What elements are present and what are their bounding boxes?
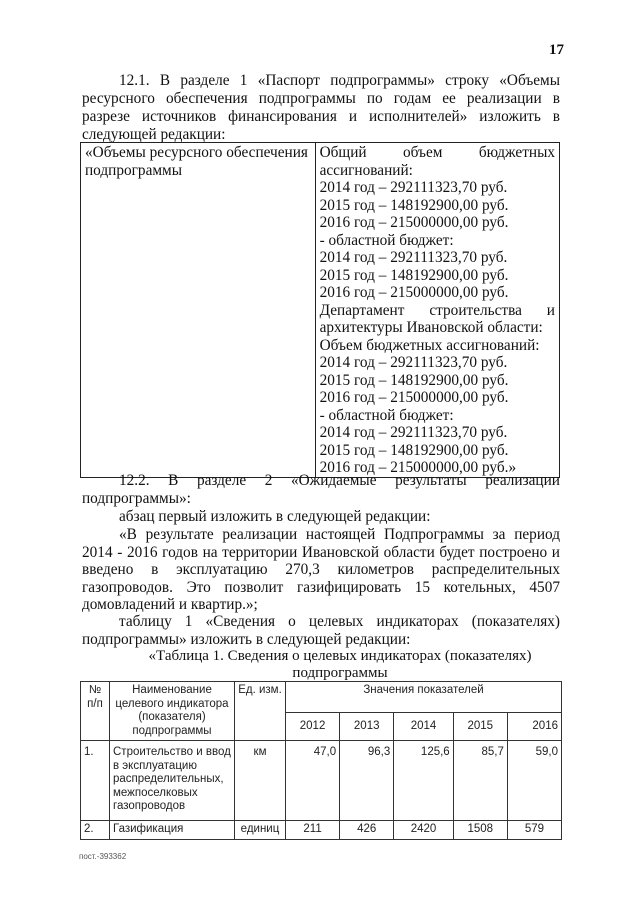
indicators-table xyxy=(80,681,562,840)
passport-line: 2015 год – 148192900,00 руб. xyxy=(319,441,509,459)
passport-line: - областной бюджет: xyxy=(319,231,454,249)
section-12-1-text: 12.1. В разделе 1 «Паспорт подпрограммы» строку «Объемы ресурсного обеспечения подпрограммы по годам ее реализации в разрезе источников финансирования и исполнителей» изложить в следующей редакции: xyxy=(82,72,560,143)
row-value: 1508 xyxy=(453,821,507,840)
passport-right-cell xyxy=(315,143,559,478)
passport-line: - областной бюджет: xyxy=(319,406,454,424)
passport-line: 2016 год – 215000000,00 руб. xyxy=(319,214,509,231)
section-12-2-text: 12.2. В разделе 2 «Ожидаемые результаты реализации подпрограммы»: xyxy=(82,472,560,507)
abzac-text: абзац первый изложить в следующей редакции: xyxy=(119,508,431,525)
row-value: 426 xyxy=(340,821,394,840)
row-value: 96,3 xyxy=(340,741,394,821)
passport-line: ассигнований: xyxy=(319,161,413,179)
row-num: 1. xyxy=(81,741,110,821)
row-value: 579 xyxy=(507,821,561,840)
row-value: 125,6 xyxy=(394,741,453,821)
row-unit: единиц xyxy=(235,821,286,840)
passport-line: 2016 год – 215000000,00 руб. xyxy=(319,389,509,406)
row-value: 85,7 xyxy=(453,741,507,821)
passport-line: Департамент строительства и xyxy=(319,301,555,319)
row-num: 2. xyxy=(81,821,110,840)
passport-line: 2016 год – 215000000,00 руб.» xyxy=(319,459,517,476)
header-values: Значения показателей xyxy=(286,682,562,713)
row-name: Газификация xyxy=(110,821,235,840)
year-header: 2013 xyxy=(340,713,394,741)
year-header: 2015 xyxy=(453,713,507,741)
passport-line: 2015 год – 148192900,00 руб. xyxy=(319,196,509,214)
table-intro-text: таблицу 1 «Сведения о целевых индикаторах (показателях) подпрограммы» изложить в следующей редакции: xyxy=(82,613,560,648)
row-value: 211 xyxy=(286,821,340,840)
passport-line: 2016 год – 215000000,00 руб. xyxy=(319,284,509,301)
passport-line: 2014 год – 292111323,70 руб. xyxy=(319,354,508,371)
year-header: 2016 xyxy=(507,713,561,741)
header-num: № п/п xyxy=(81,682,110,741)
footer-document-id: пост.-393362 xyxy=(79,852,127,861)
passport-line: 2014 год – 292111323,70 руб. xyxy=(319,179,508,196)
table-row xyxy=(81,821,562,840)
page-number: 17 xyxy=(549,42,564,58)
passport-line: Объем бюджетных ассигнований: xyxy=(319,336,540,354)
year-header: 2014 xyxy=(394,713,453,741)
row-value: 59,0 xyxy=(507,741,561,821)
year-header: 2012 xyxy=(286,713,340,741)
passport-left-cell: «Объемы ресурсного обеспечения подпрограммы xyxy=(81,143,316,478)
passport-line: Общий объем бюджетных xyxy=(319,144,555,161)
row-value: 47,0 xyxy=(286,741,340,821)
header-unit: Ед. изм. xyxy=(235,682,286,741)
table-caption: «Таблица 1. Сведения о целевых индикаторах (показателях) подпрограммы xyxy=(148,648,532,681)
passport-line: архитектуры Ивановской области: xyxy=(319,319,543,336)
passport-line: 2014 год – 292111323,70 руб. xyxy=(319,249,508,266)
passport-line: 2015 год – 148192900,00 руб. xyxy=(319,266,509,284)
row-name: Строительство и ввод в эксплуатацию распределительных, межпоселковых газопроводов xyxy=(110,741,235,821)
row-unit: км xyxy=(235,741,286,821)
table-row xyxy=(81,741,562,821)
passport-line: 2014 год – 292111323,70 руб. xyxy=(319,424,508,441)
quote-paragraph: «В результате реализации настоящей Подпрограммы за период 2014 - 2016 годов на территории Ивановской области будет построено и введено в эксплуатацию 270,3 километров распределительных газопроводов. Это позволит газифицировать 15 котельных, 4507 домовладений и квартир.»; xyxy=(82,526,560,614)
passport-line: 2015 год – 148192900,00 руб. xyxy=(319,371,509,389)
row-value: 2420 xyxy=(394,821,453,840)
header-name: Наименование целевого индикатора (показателя) подпрограммы xyxy=(110,682,235,741)
passport-table xyxy=(80,142,560,478)
